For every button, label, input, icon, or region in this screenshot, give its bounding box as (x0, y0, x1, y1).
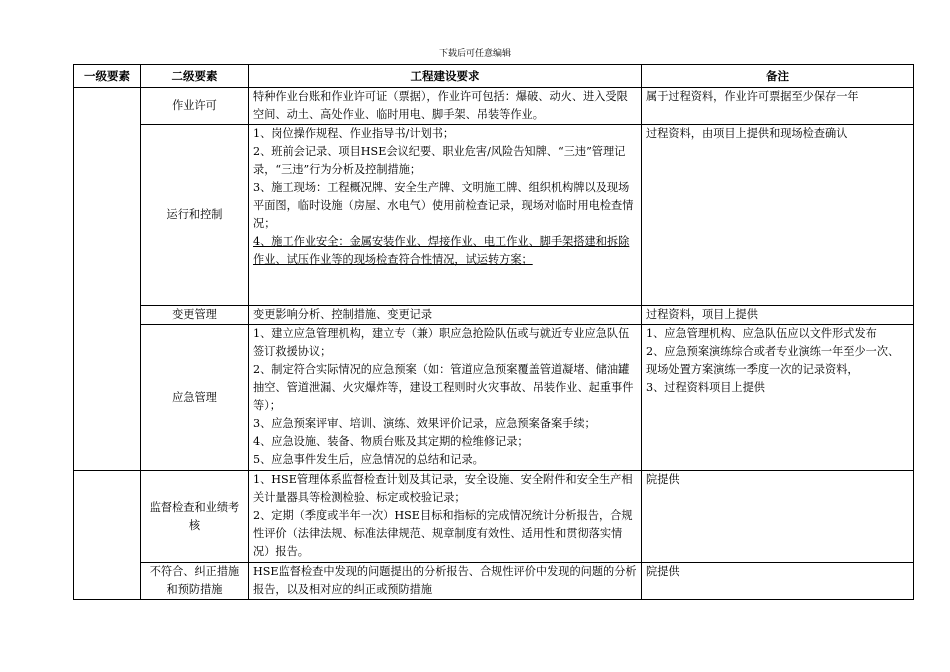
requirement-cell (249, 471, 642, 563)
level2-cell: 作业许可 (141, 88, 249, 125)
table-header-row (74, 65, 914, 88)
requirement-cell (249, 125, 642, 306)
requirement-line: 2、定期（季度或半年一次）HSE目标和指标的完成情况统计分析报告，合规性评价（法律法规、标准法律规范、规章制度有效性、适用性和贯彻落实情况）报告。 (253, 509, 633, 558)
remark-cell (642, 471, 914, 563)
level2-cell: 运行和控制 (141, 125, 249, 306)
requirement-line: 1、建立应急管理机构，建立专（兼）职应急抢险队伍或与就近专业应急队伍签订救援协议； (253, 327, 630, 358)
remark-line: 院提供 (646, 565, 680, 578)
remark-line: 属于过程资料，作业许可票据至少保存一年 (646, 90, 859, 103)
table-row (74, 325, 914, 471)
requirement-cell (249, 88, 642, 125)
remark-line: 2、应急预案演练综合或者专业演练一年至少一次、现场处置方案演练一季度一次的记录资料， (646, 345, 900, 376)
remark-line: 过程资料，由项目上提供和现场检查确认 (646, 127, 848, 140)
requirement-line: 3、应急预案评审、培训、演练、效果评价记录，应急预案备案手续； (253, 417, 596, 430)
level2-cell: 不符合、纠正措施和预防措施 (141, 563, 249, 600)
level1-cell (74, 471, 141, 600)
requirement-line: 5、应急事件发生后，应急情况的总结和记录。 (253, 453, 484, 466)
table-row (74, 306, 914, 325)
remark-cell (642, 325, 914, 471)
table-row (74, 88, 914, 125)
remark-cell (642, 306, 914, 325)
requirement-line: 特种作业台账和作业许可证（票据），作业许可包括：爆破、动火、进入受限空间、动土、高处作业、临时用电、脚手架、吊装等作业。 (253, 90, 628, 121)
remark-cell (642, 563, 914, 600)
requirement-line: 2、制定符合实际情况的应急预案（如：管道应急预案覆盖管道凝堵、储油罐抽空、管道泄漏、火灾爆炸等，建设工程则时火灾事故、吊装作业、起重事件等）； (253, 363, 634, 412)
level2-cell: 监督检查和业绩考核 (141, 471, 249, 563)
requirement-cell (249, 325, 642, 471)
remark-line: 1、应急管理机构、应急队伍应以文件形式发布 (646, 327, 877, 340)
remark-line: 院提供 (646, 473, 680, 486)
table-row (74, 125, 914, 306)
remark-cell (642, 88, 914, 125)
remark-line: 过程资料，项目上提供 (646, 308, 758, 321)
header-level1: 一级要素 (74, 65, 141, 88)
requirement-line: 1、岗位操作规程、作业指导书/计划书； (253, 127, 455, 140)
requirement-line: 变更影响分析、控制措施、变更记录 (253, 308, 433, 321)
table-row (74, 563, 914, 600)
requirement-cell (249, 306, 642, 325)
level2-cell: 应急管理 (141, 325, 249, 471)
table-row (74, 471, 914, 563)
requirement-line: 3、施工现场：工程概况牌、安全生产牌、文明施工牌、组织机构牌以及现场平面图，临时设施（房屋、水电气）使用前检查记录，现场对临时用电检查情况； (253, 181, 634, 230)
header-requirement: 工程建设要求 (249, 65, 642, 88)
header-remark: 备注 (642, 65, 914, 88)
remark-cell (642, 125, 914, 306)
requirement-cell (249, 563, 642, 600)
remark-line: 3、过程资料项目上提供 (646, 381, 765, 394)
requirement-line: 2、班前会记录、项目HSE会议纪要、职业危害/风险告知牌、“三违”管理记录，“三违”行为分析及控制措施； (253, 145, 626, 176)
page-header-note: 下载后可任意编辑 (438, 49, 511, 59)
level1-cell (74, 88, 141, 471)
requirement-line: 1、HSE管理体系监督检查计划及其记录，安全设施、安全附件和安全生产相关计量器具等检测检验、标定或校验记录； (253, 473, 633, 504)
requirement-line-underlined: 4、施工作业安全：金属安装作业、焊接作业、电工作业、脚手架搭建和拆除作业、试压作业等的现场检查符合性情况，试运转方案； (253, 235, 630, 266)
level2-cell: 变更管理 (141, 306, 249, 325)
hse-requirements-table (73, 64, 914, 600)
header-level2: 二级要素 (141, 65, 249, 88)
requirement-line: HSE监督检查中发现的问题提出的分析报告、合规性评价中发现的问题的分析报告，以及相对应的纠正或预防措施 (253, 565, 637, 596)
requirement-line: 4、应急设施、装备、物质台账及其定期的检维修记录； (253, 435, 529, 448)
